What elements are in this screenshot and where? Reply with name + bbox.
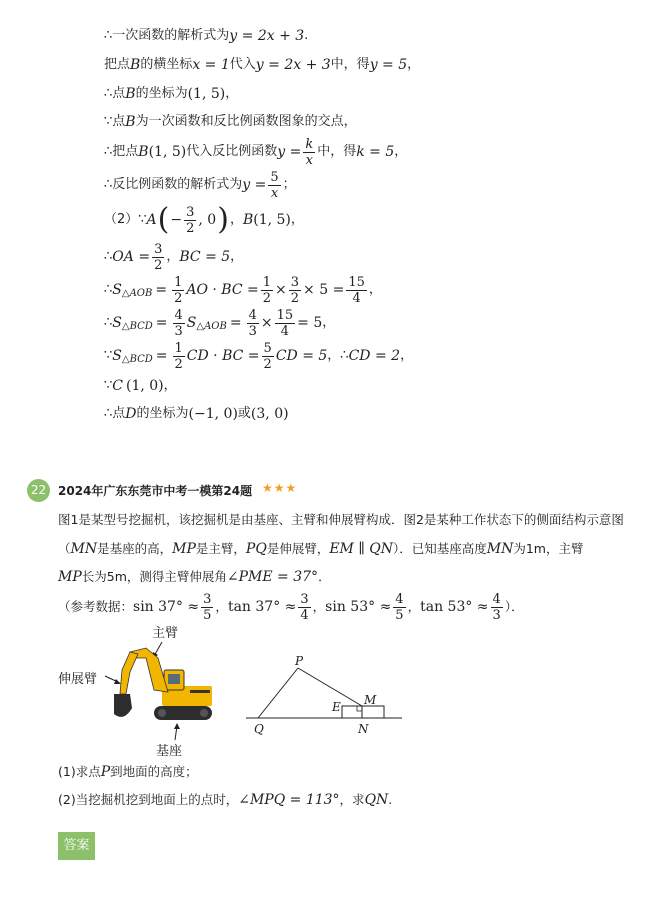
solution-line-13 [104, 404, 289, 424]
text: 或 [237, 406, 251, 421]
segment: MN [486, 541, 514, 557]
fraction [289, 275, 301, 306]
text: ； [282, 177, 296, 192]
text: 是主臂， [195, 541, 246, 556]
text: 是基座的高， [97, 541, 173, 556]
equation: y = 2x + 3 [229, 28, 305, 44]
fraction [298, 592, 310, 623]
solution-line-1 [104, 26, 308, 46]
solution-line-11 [104, 339, 413, 373]
trig-value: tan 37° ≈ [227, 599, 297, 615]
solution-line-8 [104, 240, 243, 274]
numerator: 3 [154, 241, 163, 257]
numerator: 3 [186, 204, 195, 220]
equation: y = 2x + 3 [255, 57, 331, 73]
coordinate: (1, 0) [126, 378, 164, 394]
denominator: 2 [174, 356, 183, 372]
subscript: △AOB [196, 321, 227, 332]
structure-diagram [244, 650, 406, 740]
point-label: B [125, 114, 136, 130]
fraction [393, 592, 405, 623]
arrow-head [114, 679, 121, 684]
solution-line-10 [104, 306, 335, 340]
equation: k = 5 [356, 144, 395, 160]
solution-line-5 [104, 135, 407, 169]
equation: x = 1 [192, 57, 230, 73]
solution-line-3 [104, 84, 238, 104]
text: ，∴ [327, 348, 349, 363]
denominator: 2 [262, 290, 272, 306]
text: ）． [504, 599, 524, 614]
text: ， [400, 348, 414, 363]
angle: ∠PME = 37° [226, 569, 319, 585]
coordinate: (3, 0) [250, 406, 289, 422]
equals: = [229, 315, 242, 331]
trig-value: tan 53° ≈ [420, 599, 489, 615]
area-symbol: S [186, 315, 197, 331]
segment: MN [70, 541, 98, 557]
denominator: 2 [290, 290, 300, 306]
trig-value: sin 37° ≈ [133, 599, 200, 615]
numerator: 1 [174, 340, 183, 356]
arrow-head [174, 723, 180, 729]
equals: = [155, 348, 168, 364]
equation: y = [242, 177, 267, 193]
segment: QN [364, 792, 389, 808]
denominator: 2 [154, 257, 163, 273]
text: ， [163, 378, 177, 393]
label-n: N [358, 722, 369, 736]
question-title: 2024年广东东莞市中考一模第24题 [58, 484, 253, 498]
point-label: B [125, 86, 136, 102]
denominator: 2 [186, 220, 195, 236]
right-paren: ) [217, 202, 229, 237]
right-angle-mark [357, 706, 362, 711]
denominator: x [270, 185, 279, 201]
fraction [172, 275, 184, 306]
equation: = 5 [297, 315, 323, 331]
angle: ∠MPQ = 113° [238, 792, 340, 808]
denominator: 2 [174, 290, 183, 306]
fraction [152, 242, 164, 273]
point-label: A [146, 212, 157, 228]
base-rect [342, 706, 384, 718]
text: ， [225, 86, 239, 101]
equals: = [155, 315, 168, 331]
answer-button[interactable]: 答案 [58, 832, 95, 860]
equation: AO · BC = [186, 282, 259, 298]
text: 中，得 [317, 144, 357, 159]
trig-value: sin 53° ≈ [325, 599, 392, 615]
body-stripe [190, 690, 210, 693]
question-paragraph-3 [58, 567, 331, 587]
equation: × 5 = [303, 282, 345, 298]
minus-sign: − [170, 212, 183, 228]
parallel-relation: EM ∥ QN [329, 541, 393, 557]
text: 到地面的高度； [110, 764, 198, 779]
segment: PQ [245, 541, 267, 557]
denominator: 3 [174, 323, 183, 339]
fraction [275, 308, 296, 339]
text: 的坐标为 [135, 86, 188, 101]
equation: y = 5 [369, 57, 408, 73]
numerator: 4 [248, 307, 257, 323]
left-paren: ( [157, 202, 170, 237]
numerator: 3 [290, 274, 300, 290]
numerator: 3 [300, 591, 309, 607]
numerator: 1 [174, 274, 183, 290]
text: (1)求点 [58, 764, 101, 779]
text: ， [229, 212, 243, 227]
solution-line-9 [104, 273, 382, 307]
text: ， [312, 599, 326, 614]
text: ∵ [104, 348, 113, 363]
equation: BC = 5 [179, 249, 231, 265]
text: ， [407, 599, 421, 614]
denominator: 3 [248, 323, 257, 339]
denominator: 5 [395, 607, 404, 623]
numerator: 4 [174, 307, 183, 323]
point-label: B [242, 212, 254, 228]
segment-pq [258, 668, 298, 718]
equation: y = [277, 144, 302, 160]
fraction [184, 205, 196, 236]
equation: OA = [112, 249, 151, 265]
text: 中，得 [330, 57, 370, 72]
coordinate: (−1, 0) [188, 406, 238, 422]
text: ）．已知基座高度 [392, 541, 487, 556]
denominator: 5 [203, 607, 212, 623]
text: ∴反比例函数的解析式为 [104, 177, 243, 192]
fraction [268, 170, 280, 201]
fraction [173, 341, 185, 372]
equation: CD = 2 [348, 348, 401, 364]
text: （ [58, 541, 71, 556]
text: . [304, 28, 309, 43]
question-paragraph-1 [58, 510, 624, 530]
text: 代入反比例函数 [186, 144, 278, 159]
denominator: 2 [263, 356, 272, 372]
denominator: 4 [300, 607, 309, 623]
track-wheel [158, 709, 166, 717]
point-label: P [100, 764, 111, 780]
solution-line-4 [104, 112, 357, 132]
fraction [491, 592, 503, 623]
times: × [275, 282, 287, 298]
text: ∴ [104, 315, 113, 330]
subscript: △BCD [121, 321, 153, 332]
numerator: 4 [395, 591, 404, 607]
area-symbol: S [112, 348, 122, 364]
text: ∴把点 [104, 144, 139, 159]
label-q: Q [254, 722, 264, 736]
coordinate: (1, 5) [187, 86, 226, 102]
coordinate: (1, 5) [253, 212, 291, 228]
text: 是伸展臂， [266, 541, 330, 556]
text: ∴ [104, 282, 113, 297]
text: 把点 [104, 57, 131, 72]
denominator: 3 [492, 607, 501, 623]
track-wheel [200, 709, 208, 717]
text: 代入 [229, 57, 256, 72]
text: 为一次函数和反比例函数图象的交点， [135, 114, 357, 129]
text: ∴ [104, 249, 113, 264]
label-extension-arm: 伸展臂 [58, 672, 98, 687]
numerator: 5 [263, 340, 272, 356]
equals: = [155, 282, 168, 298]
text: ∴一次函数的解析式为 [104, 28, 230, 43]
excavator-stick [120, 652, 138, 694]
point-label: B [138, 144, 149, 160]
numerator: 15 [276, 307, 294, 323]
numerator: 3 [203, 591, 212, 607]
reference-data [58, 590, 524, 624]
text: ． [318, 569, 331, 584]
text: 的坐标为 [136, 406, 189, 421]
point-label: B [130, 57, 141, 73]
subscript: △AOB [121, 288, 153, 299]
numerator: k [305, 136, 314, 152]
text: 的横坐标 [140, 57, 193, 72]
excavator-bucket [114, 694, 132, 717]
text: ， [166, 249, 180, 264]
fraction [303, 137, 315, 168]
text: ， [230, 249, 244, 264]
denominator: 4 [352, 290, 361, 306]
numerator: 4 [492, 591, 501, 607]
text: ， [407, 57, 421, 72]
text: ∵ [104, 378, 113, 393]
text: ， [394, 144, 408, 159]
difficulty-stars: ★★★ [262, 481, 298, 495]
equation: CD · BC = [186, 348, 260, 364]
denominator: x [305, 152, 313, 168]
solution-line-7 [104, 202, 304, 238]
label-p: P [295, 654, 304, 668]
text: ∴点 [104, 86, 126, 101]
text: ， [215, 599, 228, 614]
denominator: 4 [280, 323, 290, 339]
excavator-image [58, 630, 228, 750]
question-paragraph-2 [58, 539, 583, 559]
solution-line-2 [104, 55, 420, 75]
sub-question-2 [58, 790, 392, 810]
text: ， [290, 212, 304, 227]
cab-window [168, 674, 180, 684]
text: （参考数据： [58, 599, 134, 614]
question-number-badge: 22 [27, 479, 50, 502]
area-symbol: S [112, 315, 122, 331]
solution-line-6 [104, 168, 296, 202]
text: （2）∵ [104, 212, 147, 227]
fraction [173, 308, 185, 339]
segment: MP [58, 569, 82, 585]
text: 长为5m，测得主臂伸展角 [81, 569, 227, 584]
text: 图1是某型号挖掘机，该挖掘机是由基座、主臂和伸展臂构成．图2是某种工作状态下的侧面结构示意图 [58, 512, 624, 527]
times: × [260, 315, 273, 331]
sub-question-1 [58, 762, 198, 782]
area-symbol: S [112, 282, 122, 298]
text: ，求 [339, 792, 365, 807]
numerator: 15 [348, 274, 365, 290]
fraction [247, 308, 259, 339]
fraction [262, 341, 274, 372]
label-main-arm: 主臂 [152, 626, 179, 641]
text: ∴点 [104, 406, 126, 421]
subscript: △BCD [121, 354, 153, 365]
equation: CD = 5 [275, 348, 328, 364]
segment: MP [172, 541, 196, 557]
fraction [261, 275, 273, 306]
text: . [388, 792, 393, 807]
coordinate: (1, 5) [148, 144, 187, 160]
fraction [346, 275, 367, 306]
numerator: 5 [270, 169, 279, 185]
text: ∵点 [104, 114, 126, 129]
label-e: E [332, 700, 341, 714]
point-label: C [112, 378, 123, 394]
text: ， [368, 282, 382, 297]
solution-line-12 [104, 376, 177, 396]
segment-pm [298, 668, 362, 706]
text: ， [322, 315, 336, 330]
text: (2)当挖掘机挖到地面上的点时， [58, 792, 239, 807]
label-base: 基座 [156, 744, 183, 759]
fraction [201, 592, 213, 623]
numerator: 1 [262, 274, 272, 290]
text: 为1m，主臂 [513, 541, 584, 556]
coordinate-part: , 0 [198, 212, 217, 228]
point-label: D [125, 406, 137, 422]
label-m: M [364, 693, 377, 707]
